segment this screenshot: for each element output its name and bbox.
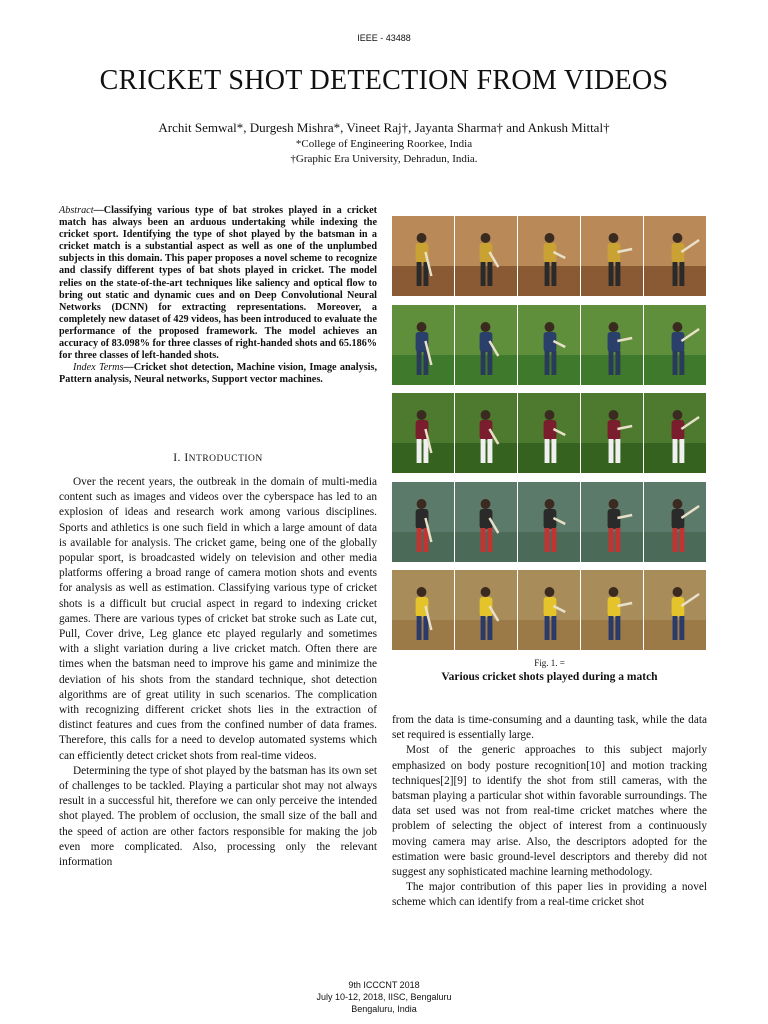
video-frame [581, 305, 644, 385]
video-frame [518, 482, 581, 562]
conference-id: IEEE - 43488 [357, 33, 411, 43]
abstract [59, 205, 377, 386]
footer-line-1: 9th ICCCNT 2018 [348, 980, 420, 990]
right-column-text [392, 713, 707, 911]
figure-caption: Fig. 1. = [534, 658, 565, 668]
video-frame [392, 570, 455, 650]
video-frame [518, 393, 581, 473]
section-rest: NTRODUCTION [188, 454, 263, 464]
video-frame [455, 216, 518, 296]
section-number: I. [173, 452, 181, 464]
shot-sequence-strip [392, 570, 707, 650]
video-frame [392, 393, 455, 473]
video-frame [455, 393, 518, 473]
video-frame [455, 482, 518, 562]
video-frame [455, 305, 518, 385]
video-frame [644, 305, 707, 385]
video-frame [392, 216, 455, 296]
intro-paragraph: Over the recent years, the outbreak in the domain of multi-media content such as images and videos over the cyberspace has led to an explosion of ideas and research work among various disciplines. Sports and athletics is one such field in which a large amount of data is available for analysis. The cricket game, being one of the globally popular sport, is broadcasted widely on television and other media platforms offering a broad range of camera motion shots and events for analysis as well as estimation. Classifying various type of cricket shots is a difficult but crucial aspect in regard to indexing cricket games. There are various types of cricket bat stroke such as Late cut, Pull, Cover drive, Leg glance etc played regularly and sometimes with a slight variation during a live cricket match. Often there are times when the batsman need to improve his game and minimize the deviation of his shots from the standard technique, shot detection algorithms are of great utility in such scenarios. The complication with recognizing different cricket shots lies in the extraction of distinct features and cues from the confined number of data frames. Therefore, this calls for a need to develop automated systems which can efficiently detect cricket shots from real-time videos. [59, 476, 377, 762]
video-frame [581, 216, 644, 296]
video-frame [392, 305, 455, 385]
video-frame [644, 216, 707, 296]
body-paragraph: Most of the generic approaches to this subject majorly emphasized on body posture recognition[10] and motion tracking techniques[2][9] to identify the shot from still cameras, with the batsman playing a particular shot within favorable surroundings. The data set used was not from real-time cricket matches where the problem of selecting the object of interest from a continuously moving camera may arise. Also, the descriptors adopted for the estimation were basic ground-level descriptors and thereby did not suggest any sophisticated machine learning methodology. [392, 744, 707, 879]
body-paragraph: The major contribution of this paper lies in providing a novel scheme which can identify from a real-time cricket shot [392, 881, 707, 909]
intro-paragraph: Determining the type of shot played by the batsman has its own set of challenges to be tackled. Playing a particular shot may not always result in a successful hit, therefore we can only perceive the intended shot played. The problem of occlusion, the small size of the ball and the speed of action are other factors responsible for making the job even more complicated. Also, processing only the relevant information [59, 764, 377, 869]
abstract-label: Abstract [59, 205, 94, 216]
footer-line-3: Bengaluru, India [351, 1004, 417, 1014]
abstract-text: —Classifying various type of bat strokes played in a cricket match has always been an arduous undertaking while indexing the cricket sport. Identifying the type of shot played by the batsman in a cricket match is a substantial aspect as well as one of the unplumbed subjects in this domain. This paper proposes a novel scheme to recognize and classify different types of bat shots played in cricket. The model relies on the state-of-the-art techniques like saliency and optical flow to bring out static and dynamic cues and on Deep Convolutional Neural Networks (DCNN) for extracting representations. Moreover, a completely new dataset of 429 videos, has been introduced to evaluate the performance of the proposed framework. The model achieves an accuracy of 83.098% for three classes of right-handed shots and 65.186% for three classes of left-handed shots. [59, 205, 377, 362]
video-frame [518, 216, 581, 296]
body-paragraph: from the data is time-consuming and a daunting task, while the data set required is essentially large. [392, 714, 707, 742]
video-frame [518, 570, 581, 650]
section-first-letter: I [184, 452, 189, 464]
video-frame [644, 393, 707, 473]
paper-title: CRICKET SHOT DETECTION FROM VIDEOS [99, 65, 669, 96]
figure-image-grid [392, 216, 707, 659]
shot-sequence-strip [392, 393, 707, 473]
shot-sequence-strip [392, 216, 707, 296]
video-frame [392, 482, 455, 562]
shot-sequence-strip [392, 305, 707, 385]
author-list: Archit Semwal*, Durgesh Mishra*, Vineet Raj†, Jayanta Sharma† and Ankush Mittal† [158, 120, 610, 135]
figure-title: Various cricket shots played during a match [441, 671, 658, 683]
video-frame [644, 482, 707, 562]
index-terms-text: —Cricket shot detection, Machine vision, Image analysis, Pattern analysis, Neural networks, Support vector machines. [59, 362, 378, 386]
video-frame [581, 570, 644, 650]
video-frame [455, 570, 518, 650]
video-frame [644, 570, 707, 650]
video-frame [518, 305, 581, 385]
video-frame [581, 393, 644, 473]
affiliation-2: †Graphic Era University, Dehradun, India. [290, 153, 478, 165]
section-heading [59, 452, 377, 464]
intro-text [59, 475, 377, 870]
affiliation-1: *College of Engineering Roorkee, India [295, 138, 473, 150]
video-frame [581, 482, 644, 562]
index-terms-label: Index Terms [73, 362, 124, 374]
footer-line-2: July 10-12, 2018, IISC, Bengaluru [316, 992, 452, 1002]
shot-sequence-strip [392, 482, 707, 562]
